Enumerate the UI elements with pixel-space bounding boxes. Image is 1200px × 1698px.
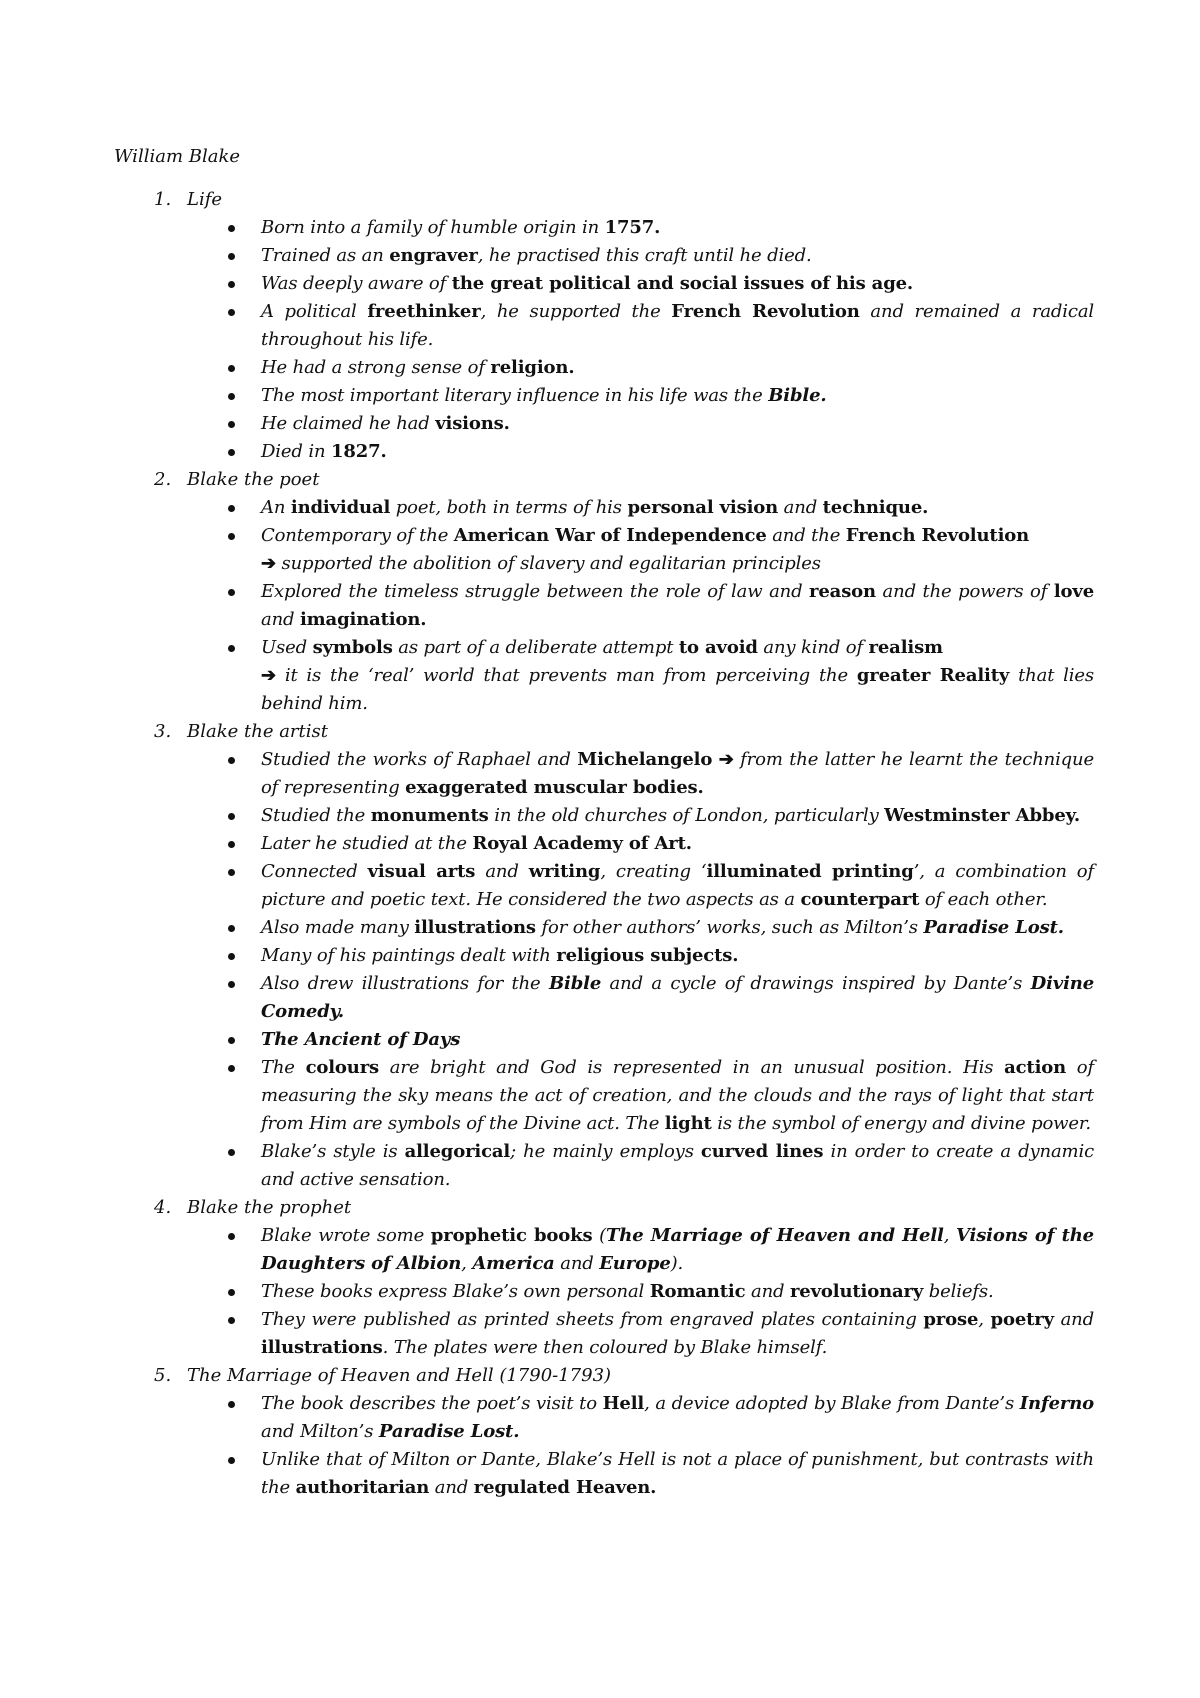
bullet-text: allegorical: [404, 1141, 511, 1162]
bullet-text: to avoid: [678, 637, 758, 658]
bullet-text: and: [778, 497, 823, 518]
bullet-text: are bright and God is represented in an unusual position. His: [379, 1057, 1005, 1078]
bullet-text: Michelangelo: [577, 749, 713, 770]
bullet-list: [114, 214, 1094, 466]
bullet-text: freethinker: [367, 301, 481, 322]
bullet-text: Studied the: [261, 805, 371, 826]
bullet-text: light: [664, 1113, 712, 1134]
bullet-text: Many of his paintings dealt with: [261, 945, 557, 966]
section-heading-text: The Marriage of Heaven and Hell (1790-1793): [187, 1365, 612, 1386]
bullet-text: Studied the works of Raphael and: [261, 749, 578, 770]
bullet-text: love: [1053, 581, 1094, 602]
bullet-text: The: [261, 1057, 306, 1078]
section-heading: [114, 466, 1094, 494]
bullet-text: exaggerated muscular bodies.: [405, 777, 704, 798]
bullet-text: greater Reality: [856, 665, 1010, 686]
bullet-text: authoritarian: [295, 1477, 430, 1498]
bullet-text: Died in: [261, 441, 331, 462]
bullet-text: illuminated printing: [706, 861, 914, 882]
bullet-text: and Milton’s: [261, 1421, 379, 1442]
bullet-dot-icon: [228, 953, 235, 960]
bullet-dot-icon: [228, 925, 235, 932]
bullet-text: , he practised this craft until he died.: [477, 245, 812, 266]
bullet-text: beliefs.: [923, 1281, 994, 1302]
bullet-item: [261, 970, 1094, 1026]
bullet-list: [114, 1390, 1094, 1502]
bullet-text: ,: [461, 1253, 473, 1274]
bullet-text: Visions of the Daughters of Albion: [261, 1225, 1094, 1274]
bullet-text: American War of Independence: [453, 525, 767, 546]
bullet-text: and: [1053, 1309, 1094, 1330]
bullet-dot-icon: [228, 1317, 235, 1324]
bullet-text: ).: [670, 1253, 684, 1274]
bullet-list: [114, 1222, 1094, 1362]
section-number: 3.: [154, 721, 172, 742]
bullet-text: is the symbol of energy and divine power.: [711, 1113, 1091, 1134]
bullet-text: Contemporary of the: [261, 525, 454, 546]
bullet-text: Also drew illustrations for the: [261, 973, 549, 994]
bullet-list: [114, 494, 1094, 718]
bullet-text: Bible: [548, 973, 602, 994]
bullet-text: monuments: [370, 805, 489, 826]
bullet-dot-icon: [228, 253, 235, 260]
bullet-item: [261, 438, 1094, 466]
bullet-dot-icon: [228, 365, 235, 372]
bullet-item: [261, 914, 1094, 942]
bullet-dot-icon: [228, 505, 235, 512]
bullet-text: Royal Academy of Art.: [472, 833, 692, 854]
bullet-item: [261, 802, 1094, 830]
section-heading: [114, 1362, 1094, 1390]
bullet-item: [261, 522, 1094, 578]
bullet-text: poetry: [990, 1309, 1054, 1330]
bullet-dot-icon: [228, 645, 235, 652]
bullet-item: [261, 1390, 1094, 1446]
bullet-item: [261, 410, 1094, 438]
bullet-text: Inferno: [1019, 1393, 1094, 1414]
bullet-text: Europe: [599, 1253, 671, 1274]
bullet-text: Bible.: [768, 385, 827, 406]
bullet-text: ,: [978, 1309, 991, 1330]
bullet-text: The most important literary influence in his life was the: [261, 385, 769, 406]
bullet-text: supported the abolition of slavery and egalitarian principles: [275, 553, 821, 574]
bullet-text: Paradise Lost.: [378, 1421, 520, 1442]
bullet-text: (: [592, 1225, 607, 1246]
bullet-text: Later he studied at the: [261, 833, 473, 854]
bullet-text: Trained as an: [261, 245, 390, 266]
bullet-text: Was deeply aware of: [261, 273, 452, 294]
bullet-item: [261, 942, 1094, 970]
section-number: 2.: [154, 469, 172, 490]
bullet-item: [261, 354, 1094, 382]
bullet-text: realism: [868, 637, 943, 658]
bullet-item: [261, 1138, 1094, 1194]
bullet-item: [261, 1446, 1094, 1502]
bullet-text: , creating ‘: [600, 861, 707, 882]
bullet-text: 1827.: [330, 441, 387, 462]
bullet-dot-icon: [228, 1037, 235, 1044]
bullet-text: A political: [261, 301, 368, 322]
bullet-item: [261, 634, 1094, 718]
bullet-dot-icon: [228, 421, 235, 428]
bullet-text: Romantic: [649, 1281, 746, 1302]
outline-section: [114, 1362, 1094, 1502]
bullet-text: visions.: [435, 413, 510, 434]
bullet-item: [261, 298, 1094, 354]
bullet-item: [261, 830, 1094, 858]
bullet-dot-icon: [228, 1149, 235, 1156]
bullet-text: ’, a combination of picture and poetic text. He considered the two aspects as a: [261, 861, 1094, 910]
bullet-text: Divine Comedy.: [261, 973, 1094, 1022]
bullet-text: in the old churches of London, particularly: [488, 805, 885, 826]
bullet-item: [261, 494, 1094, 522]
section-heading-text: Blake the artist: [187, 721, 328, 742]
bullet-text: religion.: [490, 357, 575, 378]
bullet-text: and: [429, 1477, 474, 1498]
bullet-text: ; he mainly employs: [510, 1141, 701, 1162]
bullet-text: symbols: [312, 637, 393, 658]
bullet-text: , a device adopted by Blake from Dante’s: [644, 1393, 1020, 1414]
bullet-text: of each other.: [919, 889, 1048, 910]
bullet-dot-icon: [228, 757, 235, 764]
bullet-dot-icon: [228, 981, 235, 988]
bullet-text: engraver: [389, 245, 478, 266]
bullet-item: [261, 858, 1094, 914]
bullet-item: [261, 270, 1094, 298]
bullet-text: and: [554, 1253, 600, 1274]
bullet-item: [261, 1054, 1094, 1138]
bullet-text: poet, both in terms of his: [390, 497, 628, 518]
bullet-item: [261, 1222, 1094, 1278]
bullet-text: it is the ‘real’ world that prevents man from perceiving the: [275, 665, 857, 686]
bullet-text: . The plates were then coloured by Blake himself.: [382, 1337, 828, 1358]
bullet-text: and the powers of: [875, 581, 1054, 602]
bullet-text: Blake wrote some: [261, 1225, 431, 1246]
bullet-text: illustrations: [414, 917, 536, 938]
bullet-text: He had a strong sense of: [261, 357, 491, 378]
bullet-text: religious subjects.: [556, 945, 739, 966]
bullet-text: America: [472, 1253, 555, 1274]
bullet-text: Born into a family of humble origin in: [261, 217, 605, 238]
bullet-text: prose: [923, 1309, 979, 1330]
section-heading-text: Blake the poet: [187, 469, 320, 490]
bullet-text: illustrations: [261, 1337, 383, 1358]
bullet-text: 1757.: [604, 217, 661, 238]
bullet-text: and: [745, 1281, 790, 1302]
bullet-text: for other authors’ works, such as Milton’s: [535, 917, 924, 938]
bullet-text: Hell: [602, 1393, 645, 1414]
bullet-text: Westminster Abbey.: [884, 805, 1080, 826]
bullet-text: These books express Blake’s own personal: [261, 1281, 650, 1302]
document-title: William Blake: [114, 146, 241, 167]
bullet-text: They were published as printed sheets from engraved plates containing: [261, 1309, 924, 1330]
bullet-text: ,: [943, 1225, 957, 1246]
bullet-item: [261, 1026, 1094, 1054]
bullet-text: French Revolution: [671, 301, 860, 322]
bullet-text: and: [261, 609, 300, 630]
bullet-dot-icon: [228, 589, 235, 596]
bullet-dot-icon: [228, 1233, 235, 1240]
bullet-text: any kind of: [757, 637, 869, 658]
bullet-text: Also made many: [261, 917, 415, 938]
bullet-item: [261, 578, 1094, 634]
bullet-text: and the: [766, 525, 846, 546]
section-heading: [114, 186, 1094, 214]
bullet-text: Explored the timeless struggle between the role of law and: [261, 581, 810, 602]
bullet-text: and: [475, 861, 529, 882]
bullet-text: The Marriage of Heaven and Hell: [606, 1225, 944, 1246]
bullet-text: and a cycle of drawings inspired by Dante’s: [601, 973, 1031, 994]
bullet-text: writing: [528, 861, 601, 882]
bullet-text: Unlike that of Milton or Dante, Blake’s Hell is not a place of punishment, but contrasts with the: [261, 1449, 1094, 1498]
arrow-right-icon: ➔: [261, 553, 276, 574]
bullet-dot-icon: [228, 281, 235, 288]
bullet-text: from the latter he learnt the technique of representing: [261, 749, 1095, 798]
bullet-dot-icon: [228, 449, 235, 456]
bullet-text: action: [1004, 1057, 1067, 1078]
bullet-item: [261, 1306, 1094, 1362]
bullet-text: revolutionary: [789, 1281, 924, 1302]
bullet-text: regulated Heaven.: [473, 1477, 657, 1498]
bullet-item: [261, 1278, 1094, 1306]
bullet-text: the great political and social issues of his age.: [451, 273, 914, 294]
outline-section: [114, 1194, 1094, 1362]
arrow-right-icon: ➔: [718, 749, 734, 770]
bullet-item: [261, 214, 1094, 242]
bullet-list: [114, 746, 1094, 1194]
bullet-text: as part of a deliberate attempt: [392, 637, 679, 658]
bullet-text: in order to create a dynamic and active sensation.: [261, 1141, 1094, 1190]
bullet-text: imagination.: [299, 609, 427, 630]
bullet-text: reason: [809, 581, 876, 602]
bullet-dot-icon: [228, 869, 235, 876]
bullet-item: [261, 242, 1094, 270]
bullet-dot-icon: [228, 813, 235, 820]
section-heading: [114, 1194, 1094, 1222]
bullet-text: curved lines: [700, 1141, 824, 1162]
outline-section: [114, 466, 1094, 718]
section-number: 4.: [154, 1197, 172, 1218]
outline-section: [114, 718, 1094, 1194]
bullet-dot-icon: [228, 393, 235, 400]
section-number: 1.: [154, 189, 172, 210]
bullet-text: French Revolution: [845, 525, 1030, 546]
bullet-text: The Ancient of Days: [261, 1029, 461, 1050]
bullet-text: An: [261, 497, 291, 518]
section-heading-text: Blake the prophet: [187, 1197, 352, 1218]
bullet-dot-icon: [228, 1401, 235, 1408]
bullet-dot-icon: [228, 225, 235, 232]
bullet-dot-icon: [228, 1457, 235, 1464]
bullet-text: of measuring the sky means the act of creation, and the clouds and the rays of light that start from Him are symbols of the Divine act. The: [261, 1057, 1094, 1134]
bullet-text: and remained a radical throughout his life.: [261, 301, 1095, 350]
bullet-dot-icon: [228, 533, 235, 540]
outline-section: [114, 186, 1094, 466]
bullet-text: colours: [305, 1057, 380, 1078]
bullet-dot-icon: [228, 309, 235, 316]
bullet-item: [261, 746, 1094, 802]
bullet-dot-icon: [228, 1289, 235, 1296]
section-heading-text: Life: [187, 189, 223, 210]
bullet-text: that lies behind him.: [261, 665, 1094, 714]
bullet-text: technique.: [822, 497, 929, 518]
bullet-text: The book describes the poet’s visit to: [261, 1393, 603, 1414]
bullet-text: counterpart: [800, 889, 920, 910]
section-heading: [114, 718, 1094, 746]
bullet-text: , he supported the: [480, 301, 672, 322]
bullet-text: Paradise Lost.: [923, 917, 1064, 938]
bullet-text: prophetic books: [430, 1225, 593, 1246]
bullet-text: Blake’s style is: [261, 1141, 405, 1162]
section-number: 5.: [154, 1365, 172, 1386]
outline-list: [114, 186, 1094, 1502]
bullet-text: Connected: [261, 861, 368, 882]
bullet-item: [261, 382, 1094, 410]
bullet-text: He claimed he had: [261, 413, 436, 434]
bullet-dot-icon: [228, 1065, 235, 1072]
bullet-text: visual arts: [367, 861, 476, 882]
bullet-text: individual: [290, 497, 391, 518]
bullet-text: personal vision: [627, 497, 779, 518]
arrow-right-icon: ➔: [261, 665, 276, 686]
bullet-dot-icon: [228, 841, 235, 848]
bullet-text: Used: [261, 637, 313, 658]
